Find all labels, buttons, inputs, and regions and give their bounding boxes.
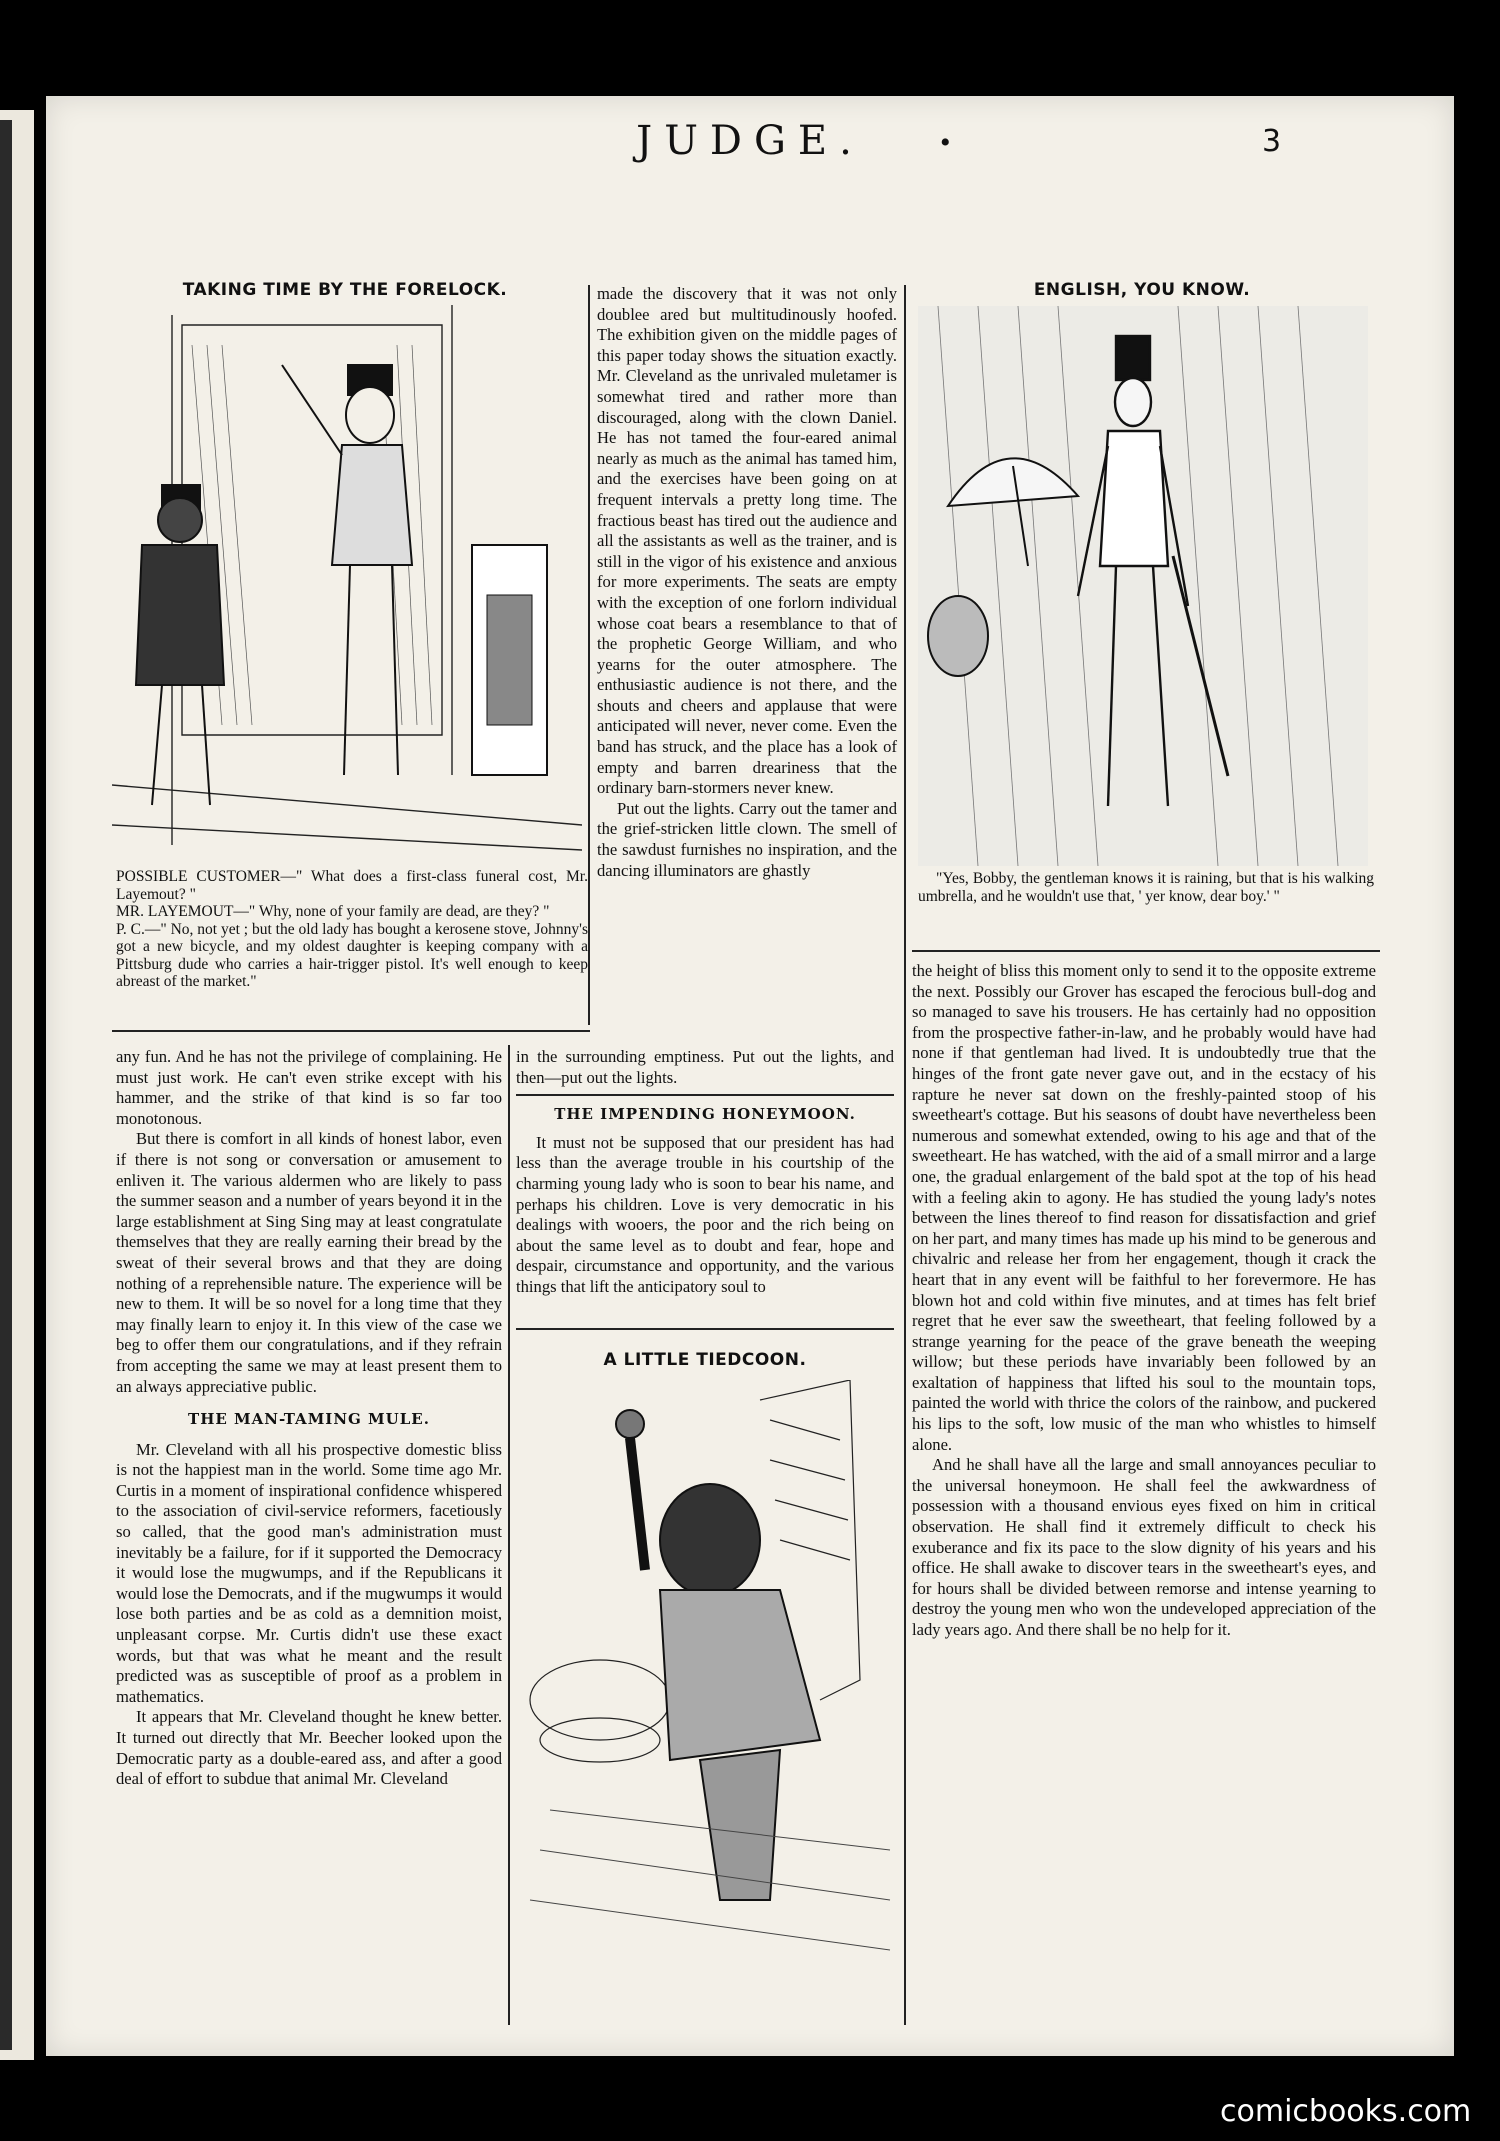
cartoon2-caption: "Yes, Bobby, the gentleman knows it is raining, but that is his walking umbrella, and he wouldn't use that, ' yer know, dear boy.' " — [918, 870, 1374, 905]
caption-line: POSSIBLE CUSTOMER—" What does a first-class funeral cost, Mr. Layemout? " — [116, 868, 588, 903]
cartoon2-illustration — [918, 306, 1368, 866]
section-rule — [516, 1328, 894, 1330]
article-paragraph: made the discovery that it was not only doublee ared but multitudinously hoofed. The exhibition given on the middle pages of this paper today shows the situation exactly. Mr. Cleveland as the unrivaled muletamer is somewhat tired and rather more than discouraged, along with the clown Daniel. He has not tamed the four-eared animal nearly as much as the animal has tamed him, and the exercises have been going on at frequent intervals a pretty long time. The fractious beast has tired out the audience and all the assistants as well as the trainer, and is still in the vigor of his existence and anxious for more experiments. The seats are empty with the exception of one forlorn individual whose coat bears a resemblance to that of the prophetic George William, and who yearns for the outer atmosphere. The enthusiastic audience is not there, and the shouts and cheers and applause that were anticipated will never, never come. Even the band has struck, and the place has a look of empty and barren dreariness that the ordinary barn-stormers never knew. — [597, 284, 897, 798]
article-paragraph: in the surrounding emptiness. Put out the lights, and then—put out the lights. — [516, 1047, 894, 1087]
article-paragraph: Mr. Cleveland with all his prospective domestic bliss is not the happiest man in the world. Some time ago Mr. Curtis in a moment of inspirational confidence whispered to the association of civil-service reformers, facetiously so called, that the good man's administration must inevitably be a failure, for if it supported the Democracy it would lose the mugwumps, and if the Republicans it would lose the Democrats, and if the mugwumps it would lose both parties and be as cold as a demnition moist, unpleasant corpse. Mr. Curtis didn't use these exact words, but that was what he meant and the result predicted was as susceptible of proof as a problem in mathematics. — [116, 1439, 502, 1706]
section-rule — [912, 950, 1380, 952]
book-gutter — [0, 120, 12, 2050]
article-paragraph: It must not be supposed that our president has had less than the average trouble in his courtship of the charming young lady who is soon to bear his name, and perhaps his children. Love is very democratic in his dealings with wooers, the poor and the rich being on about the same level as to doubt and fear, hope and despair, circumstance and opportunity, and the various things that lift the anticipatory soul to — [516, 1132, 894, 1296]
article-paragraph: It appears that Mr. Cleveland thought he knew better. It turned out directly that Mr. Beecher looked upon the Democratic party as a double-eared ass, and after a good deal of effort to subdue that animal Mr. Cleveland — [116, 1707, 502, 1789]
section-rule — [112, 1030, 590, 1032]
article-column-middle-bottom — [516, 1047, 894, 1298]
section-rule — [516, 1094, 894, 1096]
column-rule — [904, 285, 906, 2025]
cartoon1-caption — [116, 868, 588, 991]
article-column-left — [116, 1047, 502, 1790]
caption-line: MR. LAYEMOUT—" Why, none of your family are dead, are they? " — [116, 903, 550, 920]
article-column-right — [912, 961, 1376, 1641]
cartoon2-title: ENGLISH, YOU KNOW. — [1033, 280, 1251, 300]
caption-line: P. C.—" No, not yet ; but the old lady has bought a kerosene stove, Johnny's got a new bicycle, and my oldest daughter is keeping company with a Pittsburg dude who carries a hair-trigger pistol. It's well enough to keep abreast of the market." — [116, 920, 588, 990]
masthead-dot: • — [940, 126, 951, 159]
page-number: 3 — [1262, 124, 1282, 159]
masthead-title: JUDGE. — [636, 118, 864, 164]
article-paragraph: But there is comfort in all kinds of honest labor, even if there is not song or conversation or amusement to enliven it. The various aldermen who are likely to pass the summer season and a number of years beyond it in the large establishment at Sing Sing may at least congratulate themselves that they are really earning their bread by the sweat of their several brows and that they are doing nothing of a reprehensible nature. The experience will be new to them. It will be so novel for a long time that they may finally learn to enjoy it. In this view of the case we beg to offer them our congratulations, and if they refrain from accepting the same we may at least present them to an always appreciative public. — [116, 1129, 502, 1396]
article-paragraph: And he shall have all the large and small annoyances peculiar to the universal honeymoon. He shall feel the awkwardness of possession with a thousand envious eyes fixed on him in critical observation. He shall find it extremely difficult to check his exuberance and fix its pace to the slow dignity of his years and his office. He shall awake to discover tears in the sweetheart's eyes, and for hours shall be divided between remorse and intense yearning to destroy the young men who won the undeveloped appreciation of the lady years ago. And there shall be no help for it. — [912, 1455, 1376, 1639]
article-paragraph: the height of bliss this moment only to send it to the opposite extreme the next. Possibly our Grover has escaped the ferocious bull-dog and so managed to save his trousers. He has certainly had no opposition from the prospective father-in-law, and he probably would have had none if that gentleman had lived. It is undoubtedly true that the hinges of the front gate never gave out, and in the ecstacy of his rapture he never sat down on the freshly-painted stoop of his sweetheart's cottage. But his seasons of doubt have nevertheless been numerous and somewhat extended, owing to his age and that of the sweetheart. He has watched, with the aid of a small mirror and a large one, the gradual enlargement of the bald spot at the top of his head with a feeling akin to agony. He has studied the young lady's notes between the lines thereof to find reason for dissatisfaction and grief on her part, and many times has made up his mind to be generous and chivalric and release her from her engagement, though it crack the heart that in any event will be faithful to her forevermore. He has blown hot and cold within five minutes, and at times has felt brief regret that he ever saw the sweetheart, that feeling followed by a strange yearning for the peace of the grave beneath the weeping willow; but these periods have invariably been followed by an exaltation of happiness that lifted his soul to the mountain tops, painted the world with thrice the colors of the rainbow, and puckered his lips to the soft, low music of the man who whistles to himself alone. — [912, 961, 1376, 1454]
article-paragraph: Put out the lights. Carry out the tamer and the grief-stricken little clown. The smell of the sawdust furnishes no inspiration, and the dancing illuminators are ghastly — [597, 798, 897, 880]
cartoon1-title: TAKING TIME BY THE FORELOCK. — [182, 280, 508, 300]
column-rule — [588, 285, 590, 1025]
cartoon1-illustration — [112, 305, 582, 865]
article-paragraph: any fun. And he has not the privilege of complaining. He must just work. He can't even strike except with his hammer, and the strike of that kind is so far too monotonous. — [116, 1047, 502, 1128]
watermark-text: comicbooks.com — [1220, 2094, 1472, 2129]
mule-heading: THE MAN-TAMING MULE. — [188, 1410, 430, 1429]
article-column-middle-top — [597, 284, 897, 881]
column-rule — [508, 1045, 510, 2025]
cartoon3-illustration — [520, 1380, 892, 1990]
honeymoon-heading: THE IMPENDING HONEYMOON. — [554, 1105, 856, 1124]
cartoon3-title: A LITTLE TIEDCOON. — [603, 1350, 807, 1370]
